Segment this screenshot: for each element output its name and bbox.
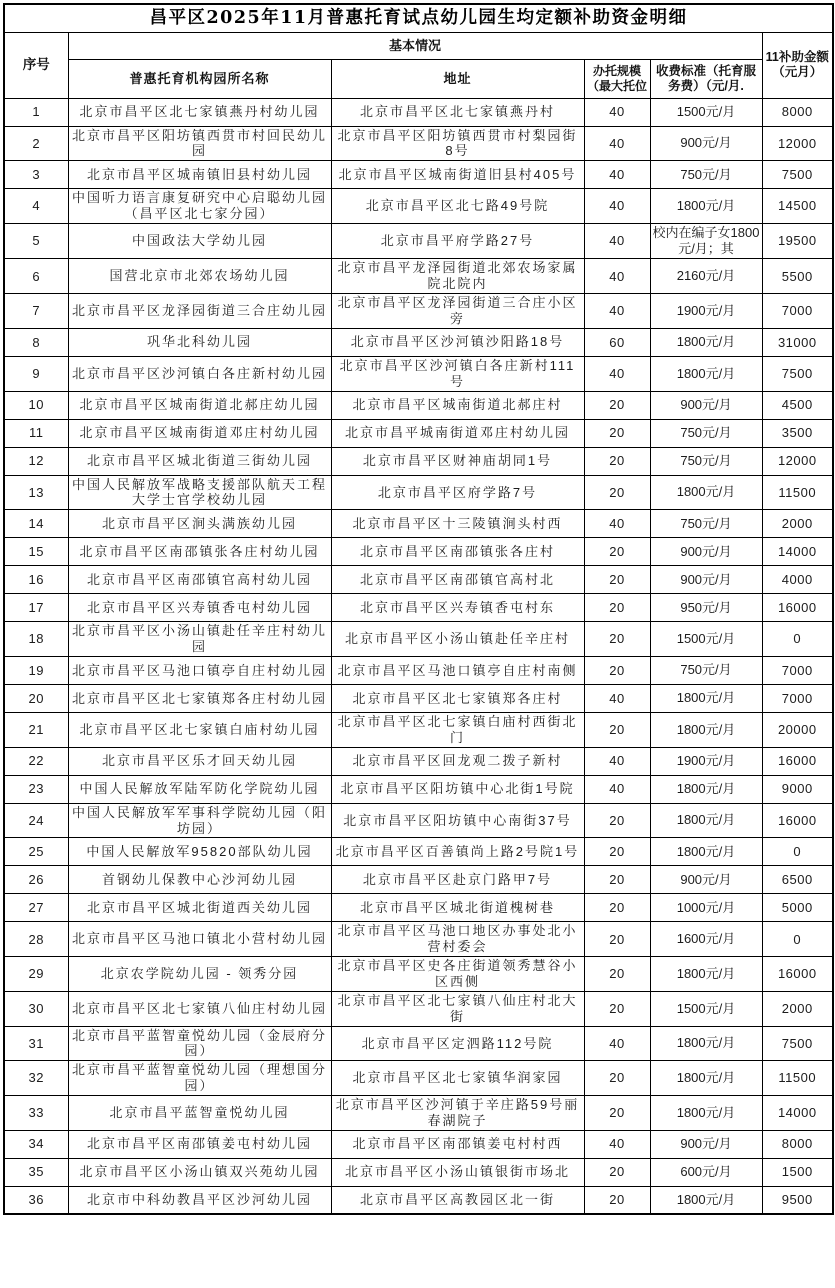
table-row: [4, 223, 833, 259]
cell-institution-name: 巩华北科幼儿园: [68, 328, 331, 356]
cell-institution-name: 中国政法大学幼儿园: [68, 223, 331, 259]
cell-serial-number: 30: [4, 991, 68, 1026]
cell-scale: 20: [584, 713, 650, 748]
cell-fee-standard: 750元/月: [650, 419, 762, 447]
cell-address: 北京市昌平区阳坊镇中心北街1号院: [331, 775, 584, 803]
cell-serial-number: 15: [4, 538, 68, 566]
cell-subsidy-amount: 11500: [762, 475, 833, 510]
column-header-no: 序号: [4, 32, 68, 98]
cell-subsidy-amount: 9500: [762, 1186, 833, 1214]
table-row: [4, 126, 833, 161]
cell-serial-number: 19: [4, 657, 68, 685]
cell-serial-number: 3: [4, 161, 68, 189]
table-row: [4, 294, 833, 329]
cell-fee-standard: 1000元/月: [650, 894, 762, 922]
cell-serial-number: 4: [4, 189, 68, 224]
table-row: [4, 775, 833, 803]
column-header-name: 普惠托育机构园所名称: [68, 59, 331, 98]
table-row: [4, 622, 833, 657]
cell-scale: 20: [584, 419, 650, 447]
cell-subsidy-amount: 7000: [762, 685, 833, 713]
cell-subsidy-amount: 5000: [762, 894, 833, 922]
cell-serial-number: 24: [4, 803, 68, 838]
cell-institution-name: 北京市昌平区南邵镇姜屯村幼儿园: [68, 1130, 331, 1158]
cell-address: 北京市昌平区史各庄街道领秀慧谷小区西侧: [331, 957, 584, 992]
table-row: [4, 747, 833, 775]
cell-scale: 20: [584, 838, 650, 866]
cell-serial-number: 25: [4, 838, 68, 866]
cell-subsidy-amount: 6500: [762, 866, 833, 894]
cell-scale: 20: [584, 922, 650, 957]
cell-fee-standard: 1800元/月: [650, 1096, 762, 1131]
cell-fee-standard: 1800元/月: [650, 328, 762, 356]
cell-address: 北京市昌平区马池口地区办事处北小营村委会: [331, 922, 584, 957]
cell-address: 北京市昌平区北七家镇郑各庄村: [331, 685, 584, 713]
table-row: [4, 657, 833, 685]
cell-scale: 40: [584, 1026, 650, 1061]
cell-address: 北京市昌平区小汤山镇银街市场北: [331, 1158, 584, 1186]
cell-scale: 20: [584, 1096, 650, 1131]
cell-subsidy-amount: 4500: [762, 391, 833, 419]
cell-institution-name: 北京市昌平区北七家镇白庙村幼儿园: [68, 713, 331, 748]
cell-fee-standard: 1800元/月: [650, 475, 762, 510]
cell-fee-standard: 750元/月: [650, 657, 762, 685]
cell-address: 北京市昌平区府学路7号: [331, 475, 584, 510]
cell-subsidy-amount: 16000: [762, 803, 833, 838]
cell-scale: 20: [584, 622, 650, 657]
cell-address: 北京市昌平区兴寿镇香屯村东: [331, 594, 584, 622]
header-row-group: [4, 32, 833, 59]
cell-serial-number: 32: [4, 1061, 68, 1096]
cell-subsidy-amount: 14000: [762, 538, 833, 566]
cell-subsidy-amount: 7500: [762, 356, 833, 391]
cell-institution-name: 中国人民解放军军事科学院幼儿园（阳坊园）: [68, 803, 331, 838]
cell-fee-standard: 1800元/月: [650, 1026, 762, 1061]
cell-address: 北京市昌平区北七家镇八仙庄村北大街: [331, 991, 584, 1026]
table-row: [4, 803, 833, 838]
cell-scale: 20: [584, 594, 650, 622]
cell-scale: 40: [584, 685, 650, 713]
cell-subsidy-amount: 11500: [762, 1061, 833, 1096]
cell-scale: 20: [584, 538, 650, 566]
cell-institution-name: 北京市昌平区北七家镇燕丹村幼儿园: [68, 98, 331, 126]
cell-serial-number: 18: [4, 622, 68, 657]
cell-fee-standard: 1800元/月: [650, 685, 762, 713]
cell-subsidy-amount: 4000: [762, 566, 833, 594]
cell-institution-name: 北京市昌平区乐才回天幼儿园: [68, 747, 331, 775]
cell-institution-name: 北京市中科幼教昌平区沙河幼儿园: [68, 1186, 331, 1214]
cell-subsidy-amount: 2000: [762, 991, 833, 1026]
cell-fee-standard: 1800元/月: [650, 838, 762, 866]
cell-subsidy-amount: 7000: [762, 657, 833, 685]
cell-scale: 40: [584, 356, 650, 391]
cell-address: 北京市昌平区小汤山镇赴任辛庄村: [331, 622, 584, 657]
cell-serial-number: 36: [4, 1186, 68, 1214]
cell-serial-number: 33: [4, 1096, 68, 1131]
table-row: [4, 98, 833, 126]
cell-fee-standard: 900元/月: [650, 538, 762, 566]
column-header-address: 地址: [331, 59, 584, 98]
cell-serial-number: 21: [4, 713, 68, 748]
cell-institution-name: 北京市昌平区城南街道邓庄村幼儿园: [68, 419, 331, 447]
table-row: [4, 1061, 833, 1096]
table-row: [4, 838, 833, 866]
cell-scale: 40: [584, 510, 650, 538]
cell-fee-standard: 750元/月: [650, 447, 762, 475]
cell-scale: 20: [584, 391, 650, 419]
cell-serial-number: 35: [4, 1158, 68, 1186]
cell-institution-name: 北京市昌平区兴寿镇香屯村幼儿园: [68, 594, 331, 622]
cell-address: 北京市昌平龙泽园街道北郊农场家属院北院内: [331, 259, 584, 294]
cell-serial-number: 31: [4, 1026, 68, 1061]
cell-address: 北京市昌平区北七家镇华润家园: [331, 1061, 584, 1096]
cell-address: 北京市昌平区马池口镇亭自庄村南侧: [331, 657, 584, 685]
table-row: [4, 510, 833, 538]
table-row: [4, 475, 833, 510]
table-row: [4, 991, 833, 1026]
cell-serial-number: 13: [4, 475, 68, 510]
table-row: [4, 447, 833, 475]
cell-scale: 20: [584, 1186, 650, 1214]
cell-fee-standard: 1800元/月: [650, 1186, 762, 1214]
cell-subsidy-amount: 14000: [762, 1096, 833, 1131]
cell-address: 北京市昌平区沙河镇白各庄新村111号: [331, 356, 584, 391]
table-row: [4, 391, 833, 419]
cell-address: 北京市昌平区高教园区北一街: [331, 1186, 584, 1214]
cell-subsidy-amount: 14500: [762, 189, 833, 224]
cell-serial-number: 14: [4, 510, 68, 538]
cell-fee-standard: 1800元/月: [650, 775, 762, 803]
cell-scale: 20: [584, 803, 650, 838]
cell-address: 北京市昌平区城南街道北郝庄村: [331, 391, 584, 419]
cell-scale: 20: [584, 566, 650, 594]
cell-address: 北京市昌平区沙河镇沙阳路18号: [331, 328, 584, 356]
cell-subsidy-amount: 0: [762, 922, 833, 957]
cell-address: 北京市昌平区北七路49号院: [331, 189, 584, 224]
cell-subsidy-amount: 2000: [762, 510, 833, 538]
table-body: [4, 98, 833, 1214]
cell-address: 北京市昌平区沙河镇于辛庄路59号丽春湖院子: [331, 1096, 584, 1131]
table-row: [4, 894, 833, 922]
cell-fee-standard: 1800元/月: [650, 189, 762, 224]
cell-institution-name: 北京市昌平区涧头满族幼儿园: [68, 510, 331, 538]
table-row: [4, 1130, 833, 1158]
cell-fee-standard: 校内在编子女1800元/月；其: [650, 223, 762, 259]
cell-subsidy-amount: 3500: [762, 419, 833, 447]
cell-institution-name: 北京市昌平蓝智童悦幼儿园: [68, 1096, 331, 1131]
cell-subsidy-amount: 12000: [762, 126, 833, 161]
cell-subsidy-amount: 0: [762, 838, 833, 866]
cell-address: 北京市昌平区回龙观二拨子新村: [331, 747, 584, 775]
cell-address: 北京市昌平区赴京门路甲7号: [331, 866, 584, 894]
cell-fee-standard: 1800元/月: [650, 356, 762, 391]
column-header-group-basic-info: 基本情况: [68, 32, 762, 59]
cell-subsidy-amount: 1500: [762, 1158, 833, 1186]
cell-serial-number: 16: [4, 566, 68, 594]
cell-subsidy-amount: 16000: [762, 747, 833, 775]
cell-subsidy-amount: 19500: [762, 223, 833, 259]
cell-address: 北京市昌平府学路27号: [331, 223, 584, 259]
cell-scale: 40: [584, 294, 650, 329]
table-row: [4, 259, 833, 294]
cell-fee-standard: 1500元/月: [650, 98, 762, 126]
cell-scale: 40: [584, 259, 650, 294]
cell-institution-name: 中国听力语言康复研究中心启聪幼儿园（昌平区北七家分园）: [68, 189, 331, 224]
table-row: [4, 1026, 833, 1061]
cell-subsidy-amount: 12000: [762, 447, 833, 475]
cell-scale: 40: [584, 98, 650, 126]
table-row: [4, 594, 833, 622]
cell-fee-standard: 2160元/月: [650, 259, 762, 294]
cell-fee-standard: 1800元/月: [650, 713, 762, 748]
cell-fee-standard: 1800元/月: [650, 1061, 762, 1096]
table-row: [4, 957, 833, 992]
cell-institution-name: 北京市昌平蓝智童悦幼儿园（金辰府分园）: [68, 1026, 331, 1061]
subsidy-table: [3, 3, 834, 1215]
cell-subsidy-amount: 8000: [762, 98, 833, 126]
cell-fee-standard: 1900元/月: [650, 747, 762, 775]
cell-address: 北京市昌平区阳坊镇中心南街37号: [331, 803, 584, 838]
cell-scale: 20: [584, 866, 650, 894]
cell-serial-number: 10: [4, 391, 68, 419]
cell-address: 北京市昌平区阳坊镇西贯市村梨园街8号: [331, 126, 584, 161]
cell-serial-number: 9: [4, 356, 68, 391]
table-row: [4, 1158, 833, 1186]
cell-institution-name: 北京市昌平区城北街道西关幼儿园: [68, 894, 331, 922]
cell-serial-number: 1: [4, 98, 68, 126]
cell-address: 北京市昌平区城北街道槐树巷: [331, 894, 584, 922]
cell-institution-name: 首钢幼儿保教中心沙河幼儿园: [68, 866, 331, 894]
cell-address: 北京市昌平区定泗路112号院: [331, 1026, 584, 1061]
cell-institution-name: 北京市昌平区沙河镇白各庄新村幼儿园: [68, 356, 331, 391]
cell-fee-standard: 900元/月: [650, 391, 762, 419]
cell-serial-number: 2: [4, 126, 68, 161]
cell-scale: 40: [584, 1130, 650, 1158]
table-row: [4, 866, 833, 894]
table-row: [4, 713, 833, 748]
cell-institution-name: 中国人民解放军陆军防化学院幼儿园: [68, 775, 331, 803]
cell-address: 北京市昌平区南邵镇张各庄村: [331, 538, 584, 566]
cell-scale: 20: [584, 657, 650, 685]
cell-serial-number: 11: [4, 419, 68, 447]
cell-scale: 40: [584, 223, 650, 259]
cell-serial-number: 26: [4, 866, 68, 894]
cell-institution-name: 北京市昌平区城南镇旧县村幼儿园: [68, 161, 331, 189]
cell-serial-number: 6: [4, 259, 68, 294]
cell-institution-name: 北京市昌平区马池口镇亭自庄村幼儿园: [68, 657, 331, 685]
cell-address: 北京市昌平区龙泽园街道三合庄小区旁: [331, 294, 584, 329]
cell-scale: 40: [584, 189, 650, 224]
table-row: [4, 922, 833, 957]
table-row: [4, 189, 833, 224]
page-title: 昌平区2025年11月普惠托育试点幼儿园生均定额补助资金明细: [4, 4, 833, 32]
cell-fee-standard: 900元/月: [650, 1130, 762, 1158]
cell-serial-number: 12: [4, 447, 68, 475]
cell-fee-standard: 1500元/月: [650, 622, 762, 657]
cell-scale: 20: [584, 894, 650, 922]
subsidy-table-sheet: [3, 3, 835, 1215]
cell-institution-name: 北京市昌平区北七家镇八仙庄村幼儿园: [68, 991, 331, 1026]
table-head-section: [4, 4, 833, 98]
cell-institution-name: 北京市昌平区南邵镇官高村幼儿园: [68, 566, 331, 594]
table-row: [4, 419, 833, 447]
cell-subsidy-amount: 9000: [762, 775, 833, 803]
table-row: [4, 1096, 833, 1131]
table-row: [4, 538, 833, 566]
cell-scale: 20: [584, 1061, 650, 1096]
cell-subsidy-amount: 20000: [762, 713, 833, 748]
cell-fee-standard: 950元/月: [650, 594, 762, 622]
cell-institution-name: 北京市昌平区小汤山镇双兴苑幼儿园: [68, 1158, 331, 1186]
header-row-columns: [4, 59, 833, 98]
cell-institution-name: 北京市昌平区龙泽园街道三合庄幼儿园: [68, 294, 331, 329]
cell-serial-number: 29: [4, 957, 68, 992]
cell-serial-number: 23: [4, 775, 68, 803]
cell-address: 北京市昌平区南邵镇姜屯村村西: [331, 1130, 584, 1158]
cell-institution-name: 北京农学院幼儿园 - 领秀分园: [68, 957, 331, 992]
table-row: [4, 566, 833, 594]
cell-fee-standard: 900元/月: [650, 126, 762, 161]
column-header-subsidy: 11补助金额（元月）: [762, 32, 833, 98]
cell-address: 北京市昌平城南街道邓庄村幼儿园: [331, 419, 584, 447]
column-header-fee: 收费标准（托育服务费）（元/月.: [650, 59, 762, 98]
cell-scale: 40: [584, 775, 650, 803]
cell-subsidy-amount: 8000: [762, 1130, 833, 1158]
cell-subsidy-amount: 5500: [762, 259, 833, 294]
cell-serial-number: 7: [4, 294, 68, 329]
cell-subsidy-amount: 7500: [762, 1026, 833, 1061]
cell-subsidy-amount: 7500: [762, 161, 833, 189]
cell-subsidy-amount: 31000: [762, 328, 833, 356]
cell-fee-standard: 1800元/月: [650, 957, 762, 992]
cell-subsidy-amount: 7000: [762, 294, 833, 329]
cell-scale: 20: [584, 991, 650, 1026]
cell-serial-number: 8: [4, 328, 68, 356]
cell-subsidy-amount: 16000: [762, 594, 833, 622]
table-row: [4, 685, 833, 713]
cell-institution-name: 北京市昌平区马池口镇北小营村幼儿园: [68, 922, 331, 957]
cell-scale: 20: [584, 475, 650, 510]
cell-fee-standard: 1900元/月: [650, 294, 762, 329]
cell-institution-name: 北京市昌平区北七家镇郑各庄村幼儿园: [68, 685, 331, 713]
cell-scale: 20: [584, 957, 650, 992]
cell-address: 北京市昌平区北七家镇白庙村西街北门: [331, 713, 584, 748]
cell-scale: 20: [584, 447, 650, 475]
cell-scale: 40: [584, 747, 650, 775]
cell-scale: 60: [584, 328, 650, 356]
cell-address: 北京市昌平区百善镇尚上路2号院1号: [331, 838, 584, 866]
cell-fee-standard: 900元/月: [650, 866, 762, 894]
cell-serial-number: 22: [4, 747, 68, 775]
cell-serial-number: 28: [4, 922, 68, 957]
cell-serial-number: 5: [4, 223, 68, 259]
cell-address: 北京市昌平区十三陵镇涧头村西: [331, 510, 584, 538]
cell-institution-name: 北京市昌平区南邵镇张各庄村幼儿园: [68, 538, 331, 566]
cell-serial-number: 34: [4, 1130, 68, 1158]
column-header-scale: 办托规模（最大托位: [584, 59, 650, 98]
cell-serial-number: 20: [4, 685, 68, 713]
table-row: [4, 1186, 833, 1214]
cell-scale: 40: [584, 161, 650, 189]
cell-institution-name: 北京市昌平区小汤山镇赴任辛庄村幼儿园: [68, 622, 331, 657]
cell-fee-standard: 1600元/月: [650, 922, 762, 957]
cell-institution-name: 北京市昌平区城北街道三街幼儿园: [68, 447, 331, 475]
cell-scale: 20: [584, 1158, 650, 1186]
cell-address: 北京市昌平区城南街道旧县村405号: [331, 161, 584, 189]
title-row: [4, 4, 833, 32]
table-row: [4, 328, 833, 356]
cell-institution-name: 北京市昌平区阳坊镇西贯市村回民幼儿园: [68, 126, 331, 161]
cell-serial-number: 17: [4, 594, 68, 622]
cell-institution-name: 国营北京市北郊农场幼儿园: [68, 259, 331, 294]
cell-serial-number: 27: [4, 894, 68, 922]
cell-address: 北京市昌平区财神庙胡同1号: [331, 447, 584, 475]
cell-subsidy-amount: 0: [762, 622, 833, 657]
cell-fee-standard: 1500元/月: [650, 991, 762, 1026]
cell-institution-name: 北京市昌平蓝智童悦幼儿园（理想国分园）: [68, 1061, 331, 1096]
cell-fee-standard: 600元/月: [650, 1158, 762, 1186]
cell-subsidy-amount: 16000: [762, 957, 833, 992]
cell-institution-name: 中国人民解放军95820部队幼儿园: [68, 838, 331, 866]
cell-institution-name: 中国人民解放军战略支援部队航天工程大学士官学校幼儿园: [68, 475, 331, 510]
cell-fee-standard: 750元/月: [650, 161, 762, 189]
cell-address: 北京市昌平区北七家镇燕丹村: [331, 98, 584, 126]
cell-institution-name: 北京市昌平区城南街道北郝庄幼儿园: [68, 391, 331, 419]
table-row: [4, 161, 833, 189]
cell-fee-standard: 900元/月: [650, 566, 762, 594]
cell-fee-standard: 1800元/月: [650, 803, 762, 838]
table-row: [4, 356, 833, 391]
cell-fee-standard: 750元/月: [650, 510, 762, 538]
cell-address: 北京市昌平区南邵镇官高村北: [331, 566, 584, 594]
cell-scale: 40: [584, 126, 650, 161]
